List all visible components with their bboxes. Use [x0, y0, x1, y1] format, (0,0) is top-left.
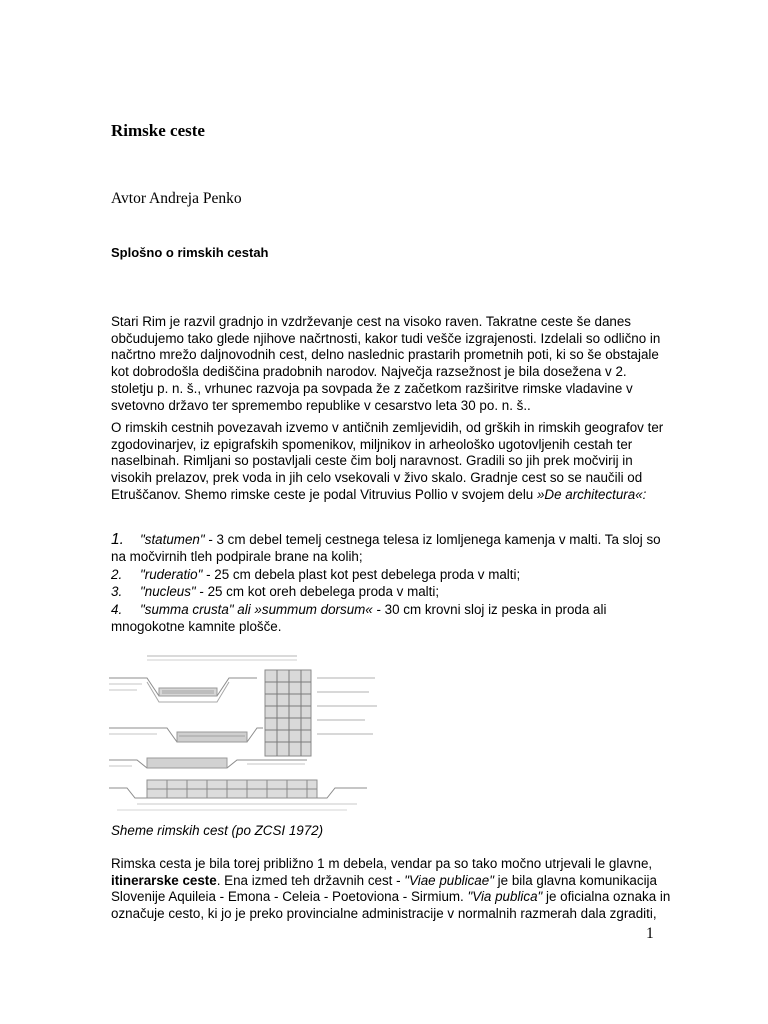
list-number: 2. — [111, 566, 123, 582]
author-line: Avtor Andreja Penko — [111, 190, 242, 207]
layer-list — [111, 531, 671, 635]
list-item — [111, 531, 671, 566]
list-item — [111, 566, 671, 583]
paragraph-text: O rimskih cestnih povezavah izvemo v antičnih zemljevidih, od grških in rimskih geografov ter zgodovinarjev, iz epigrafskih spomenikov, miljnikov in arheološko ugotovljenih cestah ter naselbinah. Rimljani so postavljali ceste čim bolj naravnost. Gradili so jih prek močvirij in visokih prelazov, prek voda in jih celo vsekovali v živo skalo. Gradnje cest so se naučili od Etruščanov. Shemo rimske ceste je podal Vitruvius Pollio v svojem delu — [111, 420, 664, 502]
layer-description: - 3 cm debel temelj cestnega telesa iz lomljenega kamenja v malti. Ta sloj so na močvirnih tleh podpirale brane na kolih; — [111, 532, 661, 565]
document-title: Rimske ceste — [111, 121, 205, 140]
list-number: 3. — [111, 584, 123, 600]
layer-name: "statumen" — [140, 532, 205, 547]
layer-name: "nucleus" — [140, 584, 196, 600]
paragraph-text: je bila glavna komunikacija Slovenije Aquileia - Emona - Celeia - Poetoviona - Sirmium. — [111, 872, 657, 905]
page-number: 1 — [646, 925, 654, 942]
layer-description: - 25 cm debela plast kot pest debelega proda v malti; — [202, 566, 521, 582]
figure-caption: Sheme rimskih cest (po ZCSI 1972) — [111, 823, 324, 838]
road-cross-section-figure — [107, 648, 397, 818]
paragraph-text: . Ena izmed teh državnih cest - — [216, 872, 405, 888]
layer-description: - 25 cm kot oreh debelega proda v malti; — [195, 584, 440, 600]
book-title: »De architectura«: — [536, 486, 647, 502]
layer-description: - 30 cm krovni sloj iz peska in proda ali mnogokotne kamnite plošče. — [111, 601, 607, 635]
list-number: 4. — [111, 601, 123, 617]
section-heading: Splošno o rimskih cestah — [111, 245, 269, 260]
paragraph-text: je oficialna oznaka in označuje cesto, ki jo je preko provincialne administracije v normalnih razmerah dala zgraditi, — [111, 889, 671, 922]
paragraph — [111, 420, 671, 504]
paragraph — [111, 856, 671, 923]
paragraph-text: Rimska cesta je bila torej približno 1 m debela, vendar pa so tako močno utrjevali le glavne, — [111, 856, 653, 871]
list-item — [111, 583, 671, 600]
list-item — [111, 601, 671, 636]
bold-term: itinerarske ceste — [111, 872, 217, 888]
italic-term: "Viae publicae" — [404, 872, 494, 888]
paragraph: Stari Rim je razvil gradnjo in vzdrževanje cest na visoko raven. Takratne ceste še danes občudujemo tako glede njihove načrtnosti, kakor tudi vešče izgrajenosti. Izdelali so odlično in načrtno mrežo daljnovodnih cest, delno naslednic prastarih prometnih poti, ki so še obstajale kot dobrodošla dediščina pradobnih narodov. Največja razsežnost je bila dosežena v 2. stoletju p. n. š., vrhunec razvoja pa sovpada že z začetkom razširitve rimske vladavine v svetovno državo ter spremembo republike v cesarstvo leta 30 po. n. š.. — [111, 314, 661, 413]
list-number: 1. — [111, 531, 124, 548]
layer-name: "summa crusta" ali »summum dorsum« — [140, 601, 373, 617]
layer-name: "ruderatio" — [140, 566, 203, 582]
italic-term: "Via publica" — [467, 889, 543, 905]
